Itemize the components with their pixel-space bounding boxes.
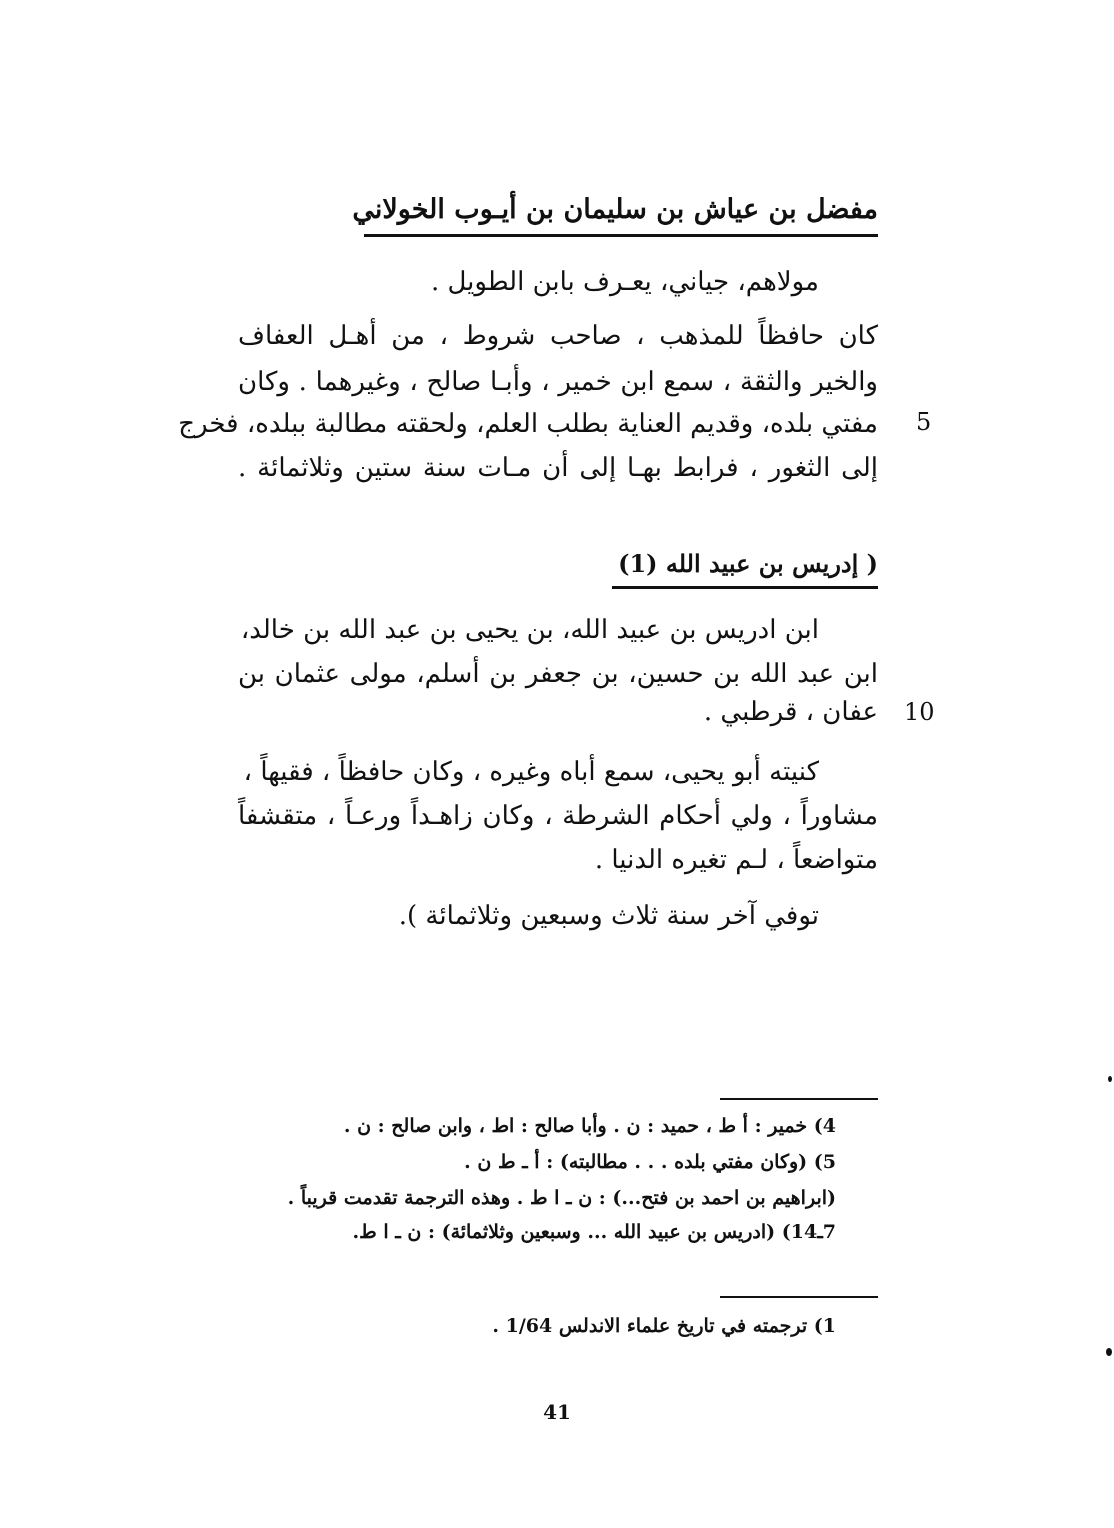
section2-heading-underline <box>612 586 878 589</box>
scan-speck <box>1106 1348 1112 1356</box>
section1-line-2: كان حافظاً للمذهب ، صاحب شروط ، من أهـل العفاف <box>238 321 878 351</box>
line-number-5: 5 <box>916 408 932 436</box>
section2-line-6: متواضعاً ، لـم تغيره الدنيا . <box>594 845 878 875</box>
section1-heading-underline <box>364 234 878 237</box>
section1-line-3: والخير والثقة ، سمع ابن خمير ، وأبـا صالح ، وغيرهما . وكان <box>238 367 878 397</box>
footnote-separator <box>720 1296 878 1298</box>
section1-line-4: مفتي بلده، وقديم العناية بطلب العلم، ولحقته مطالبة ببلده، فخرج <box>178 409 878 439</box>
apparatus-separator <box>720 1098 878 1100</box>
section2-line-4: كنيته أبو يحيى، سمع أباه وغيره ، وكان حافظاً ، فقيهاً ، <box>243 757 819 787</box>
apparatus-note-4: 7ـ14) (ادريس بن عبيد الله ... وسبعين وثلاثمائة) : ن ـ ا ط. <box>352 1221 836 1243</box>
footnote-1: 1) ترجمته في تاريخ علماء الاندلس 1/64 . <box>492 1315 836 1337</box>
apparatus-note-3: (ابراهيم بن احمد بن فتح...) : ن ـ ا ط . وهذه الترجمة تقدمت قريباً . <box>287 1187 836 1209</box>
section2-line-3: عفان ، قرطبي . <box>703 697 878 727</box>
section2-line-2: ابن عبد الله بن حسين، بن جعفر بن أسلم، مولى عثمان بن <box>238 659 878 689</box>
section1-heading: مفضل بن عياش بن سليمان بن أيـوب الخولاني <box>352 194 878 225</box>
section2-line-1: ابن ادريس بن عبيد الله، بن يحيى بن عبد الله بن خالد، <box>240 615 819 645</box>
section2-line-5: مشاوراً ، ولي أحكام الشرطة ، وكان زاهـداً ورعـاً ، متقشفاً <box>238 801 878 831</box>
section2-line-7: توفي آخر سنة ثلاث وسبعين وثلاثمائة ). <box>398 901 819 931</box>
line-number-10: 10 <box>904 698 935 726</box>
apparatus-note-1: 4) خمير : أ ط ، حميد : ن . وأبا صالح : اط ، وابن صالح : ن . <box>343 1115 836 1137</box>
section1-line-1: مولاهم، جياني، يعـرف بابن الطويل . <box>430 267 819 297</box>
section1-line-5: إلى الثغور ، فرابط بهـا إلى أن مـات سنة ستين وثلاثمائة . <box>238 453 878 483</box>
apparatus-note-2: 5) (وكان مفتي بلده . . . مطالبته) : أ ـ ط ن . <box>464 1151 836 1173</box>
section2-heading: ( إدريس بن عبيد الله (1) <box>618 549 878 578</box>
page-number: 41 <box>543 1400 571 1424</box>
scan-speck <box>1108 1076 1112 1082</box>
